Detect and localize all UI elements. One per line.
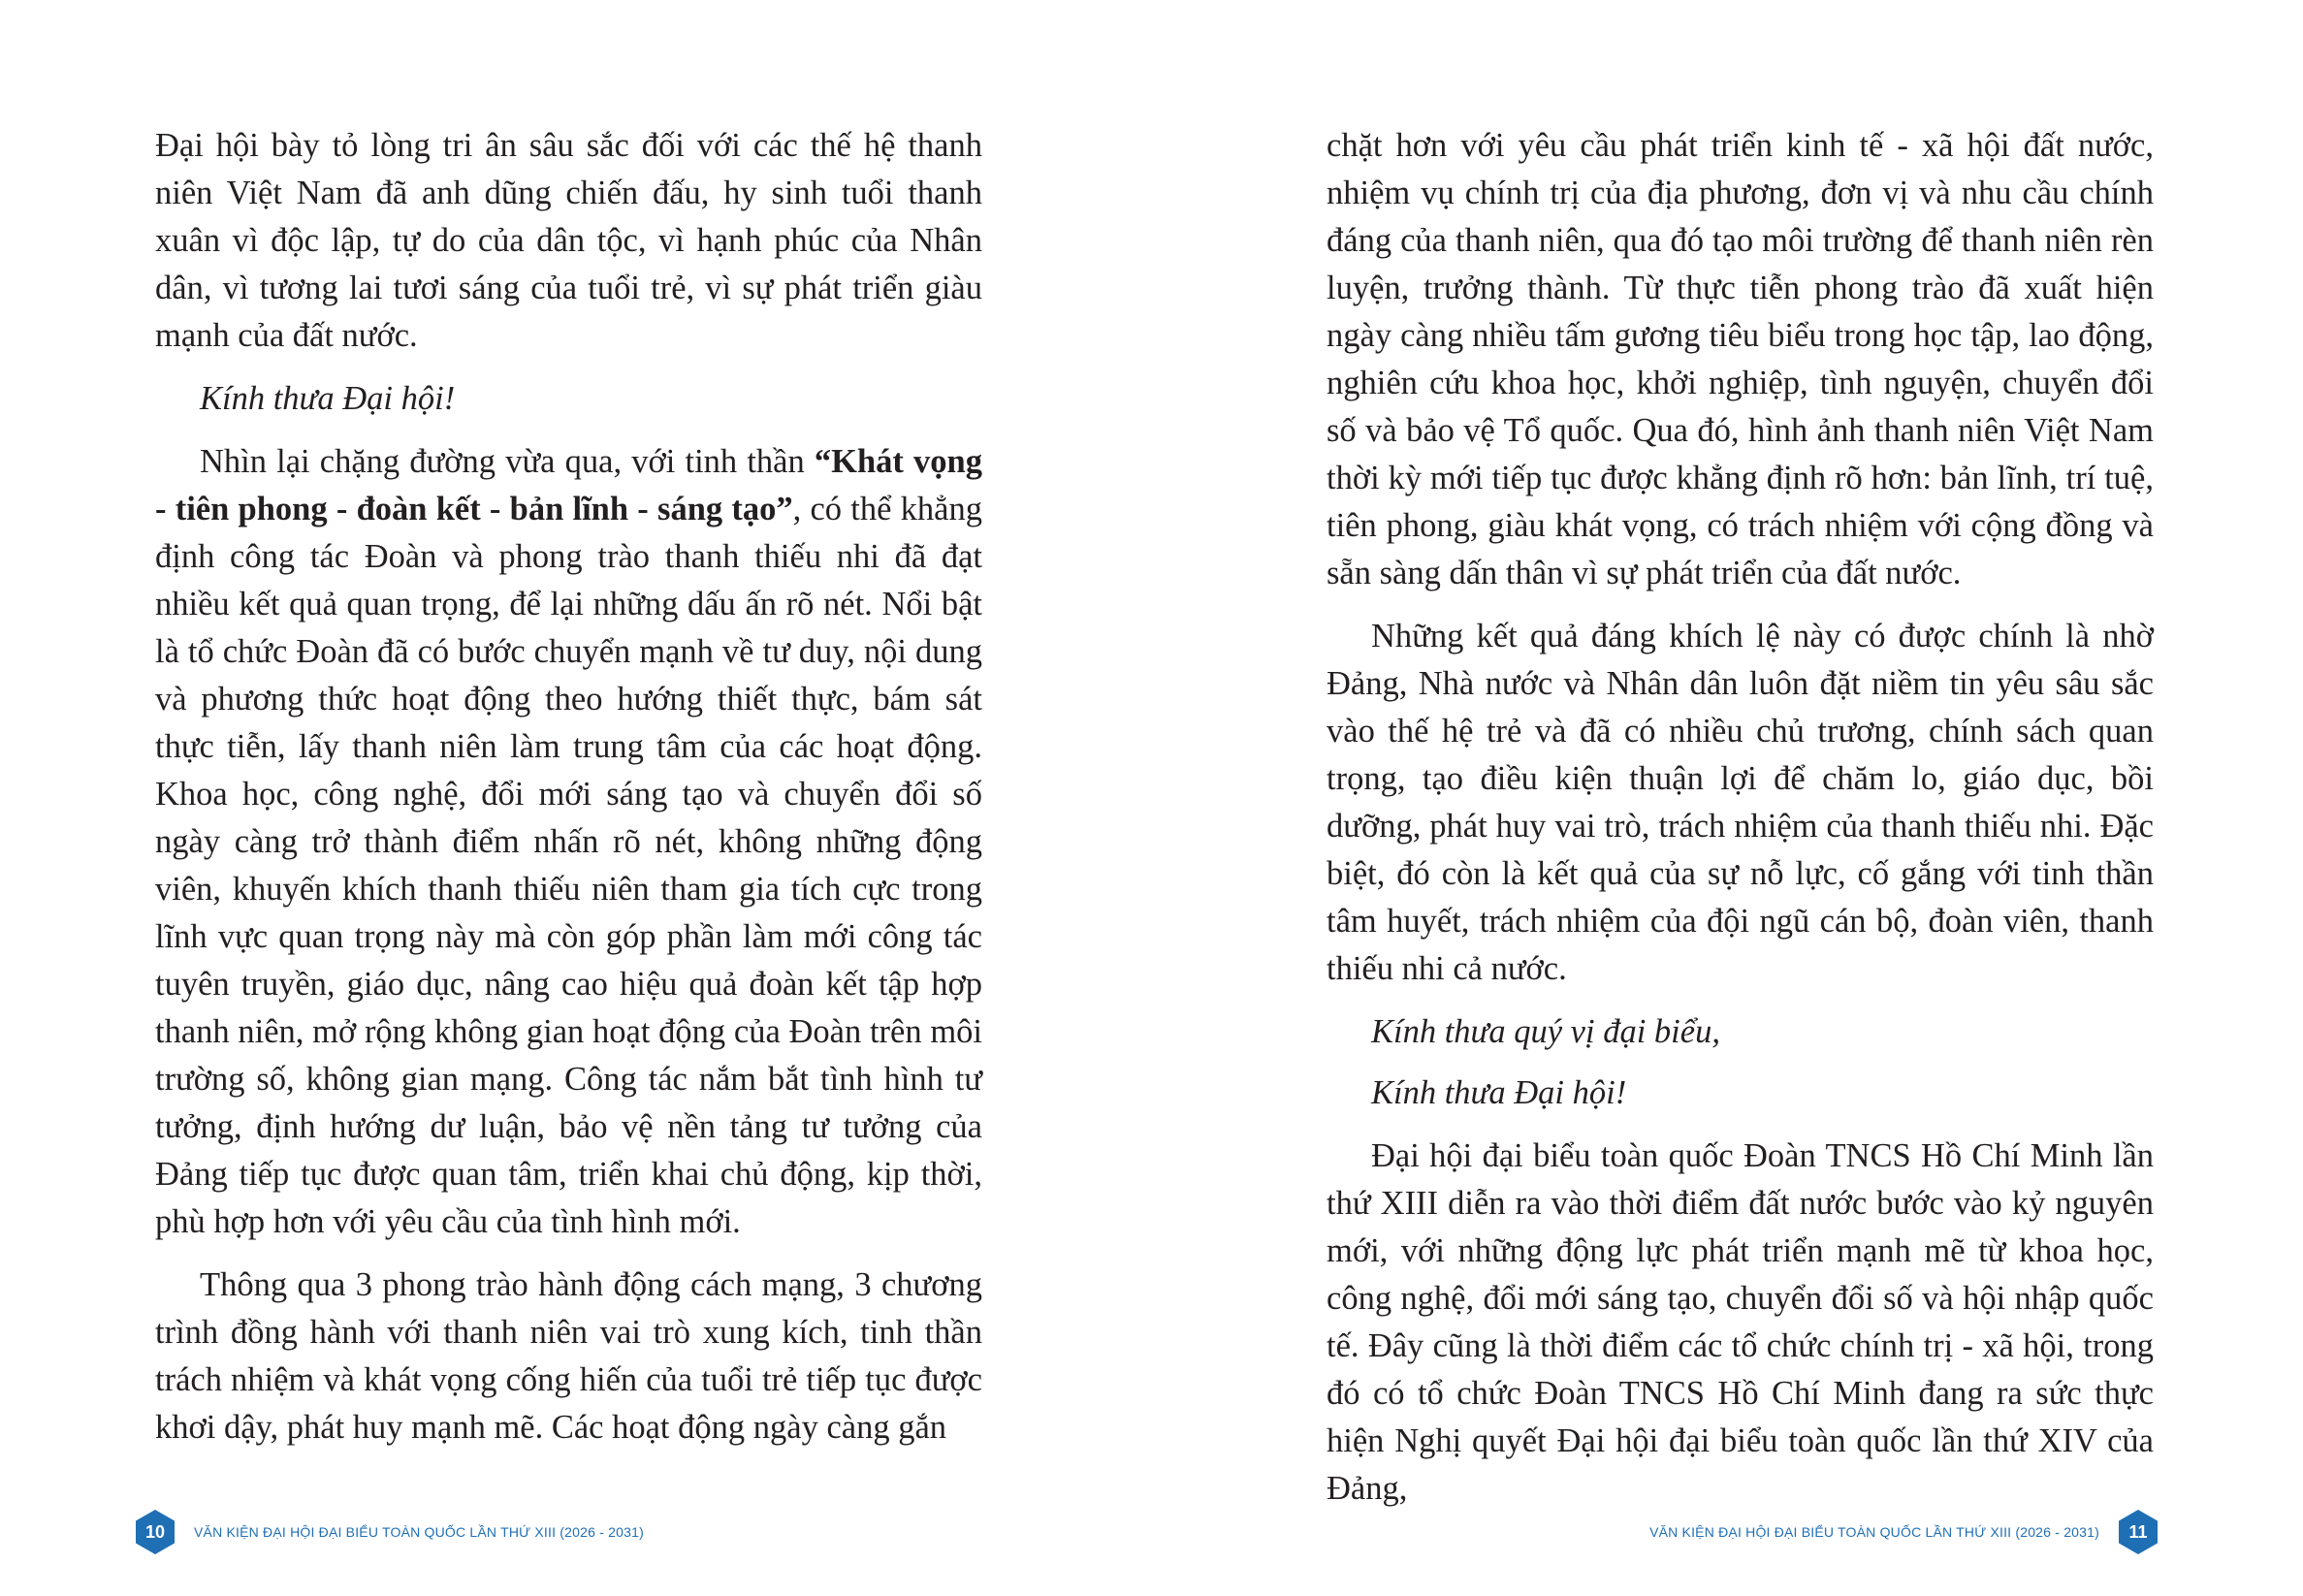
page-number-badge — [2117, 1509, 2159, 1555]
running-head: VĂN KIỆN ĐẠI HỘI ĐẠI BIỂU TOÀN QUỐC LẦN THỨ XIII (2026 - 2031) — [194, 1524, 644, 1540]
salutation: Kính thưa Đại hội! — [200, 380, 456, 417]
running-head: VĂN KIỆN ĐẠI HỘI ĐẠI BIỂU TOÀN QUỐC LẦN THỨ XIII (2026 - 2031) — [1649, 1524, 2099, 1540]
paragraph-text: , có thể khẳng định công tác Đoàn và phong trào thanh thiếu nhi đã đạt nhiều kết quả quan trọng, để lại những dấu ấn rõ nét. Nổi bật là tổ chức Đoàn đã có bước chuyển mạnh về tư duy, nội dung và phương thức hoạt động theo hướng thiết thực, bám sát thực tiễn, lấy thanh niên làm trung tâm của các hoạt động. Khoa học, công nghệ, đổi mới sáng tạo và chuyển đổi số ngày càng trở thành điểm nhấn rõ nét, không những động viên, khuyến khích thanh thiếu niên tham gia tích cực trong lĩnh vực quan trọng này mà còn góp phần làm mới công tác tuyên truyền, giáo dục, nâng cao hiệu quả đoàn kết tập hợp thanh niên, mở rộng không gian hoạt động của Đoàn trên môi trường số, không gian mạng. Công tác nắm bắt tình hình tư tưởng, định hướng dư luận, bảo vệ nền tảng tư tưởng của Đảng tiếp tục được quan tâm, triển khai chủ động, kịp thời, phù hợp hơn với yêu cầu của tình hình mới. — [155, 491, 982, 1240]
paragraph: Đại hội đại biểu toàn quốc Đoàn TNCS Hồ Chí Minh lần thứ XIII diễn ra vào thời điểm đất nước bước vào kỷ nguyên mới, với những động lực phát triển mạnh mẽ từ khoa học, công nghệ, đổi mới sáng tạo, chuyển đổi số và hội nhập quốc tế. Đây cũng là thời điểm các tổ chức chính trị - xã hội, trong đó có tổ chức Đoàn TNCS Hồ Chí Minh đang ra sức thực hiện Nghị quyết Đại hội đại biểu toàn quốc lần thứ XIV của Đảng, — [1327, 1137, 2154, 1507]
page-number-badge — [134, 1509, 176, 1555]
paragraph: Thông qua 3 phong trào hành động cách mạng, 3 chương trình đồng hành với thanh niên vai trò xung kích, tinh thần trách nhiệm và khát vọng cống hiến của tuổi trẻ tiếp tục được khơi dậy, phát huy mạnh mẽ. Các hoạt động ngày càng gắn — [155, 1266, 982, 1446]
salutation: Kính thưa Đại hội! — [1371, 1074, 1627, 1111]
right-page — [1152, 0, 2303, 1596]
paragraph: chặt hơn với yêu cầu phát triển kinh tế - xã hội đất nước, nhiệm vụ chính trị của địa phương, đơn vị và nhu cầu chính đáng của thanh niên, qua đó tạo môi trường để thanh niên rèn luyện, trưởng thành. Từ thực tiễn phong trào đã xuất hiện ngày càng nhiều tấm gương tiêu biểu trong học tập, lao động, nghiên cứu khoa học, khởi nghiệp, tình nguyện, chuyển đổi số và bảo vệ Tổ quốc. Qua đó, hình ảnh thanh niên Việt Nam thời kỳ mới tiếp tục được khẳng định rõ hơn: bản lĩnh, trí tuệ, tiên phong, giàu khát vọng, có trách nhiệm với cộng đồng và sẵn sàng dấn thân vì sự phát triển của đất nước. — [1327, 127, 2154, 591]
left-footer — [134, 1509, 644, 1555]
page-number: 11 — [2128, 1522, 2148, 1542]
left-page — [0, 0, 1151, 1596]
right-page-body — [1327, 122, 2154, 1528]
paragraph-text: Nhìn lại chặng đường vừa qua, với tinh thần — [200, 443, 815, 480]
paragraph — [155, 438, 982, 1246]
right-footer — [1649, 1509, 2159, 1555]
slogan-bold: “Khát vọng - tiên phong - đoàn kết - bản lĩnh - sáng tạo” — [155, 443, 982, 527]
paragraph: Những kết quả đáng khích lệ này có được chính là nhờ Đảng, Nhà nước và Nhân dân luôn đặt niềm tin yêu sâu sắc vào thế hệ trẻ và đã có nhiều chủ trương, chính sách quan trọng, tạo điều kiện thuận lợi để chăm lo, giáo dục, bồi dưỡng, phát huy vai trò, trách nhiệm của thanh thiếu nhi. Đặc biệt, đó còn là kết quả của sự nỗ lực, cố gắng với tinh thần tâm huyết, trách nhiệm của đội ngũ cán bộ, đoàn viên, thanh thiếu nhi cả nước. — [1327, 618, 2154, 987]
salutation: Kính thưa quý vị đại biểu, — [1371, 1013, 1720, 1050]
paragraph: Đại hội bày tỏ lòng tri ân sâu sắc đối với các thế hệ thanh niên Việt Nam đã anh dũng chiến đấu, hy sinh tuổi thanh xuân vì độc lập, tự do của dân tộc, vì hạnh phúc của Nhân dân, vì tương lai tươi sáng của tuổi trẻ, vì sự phát triển giàu mạnh của đất nước. — [155, 127, 982, 354]
page-number: 10 — [144, 1522, 166, 1542]
left-page-body — [155, 122, 982, 1467]
